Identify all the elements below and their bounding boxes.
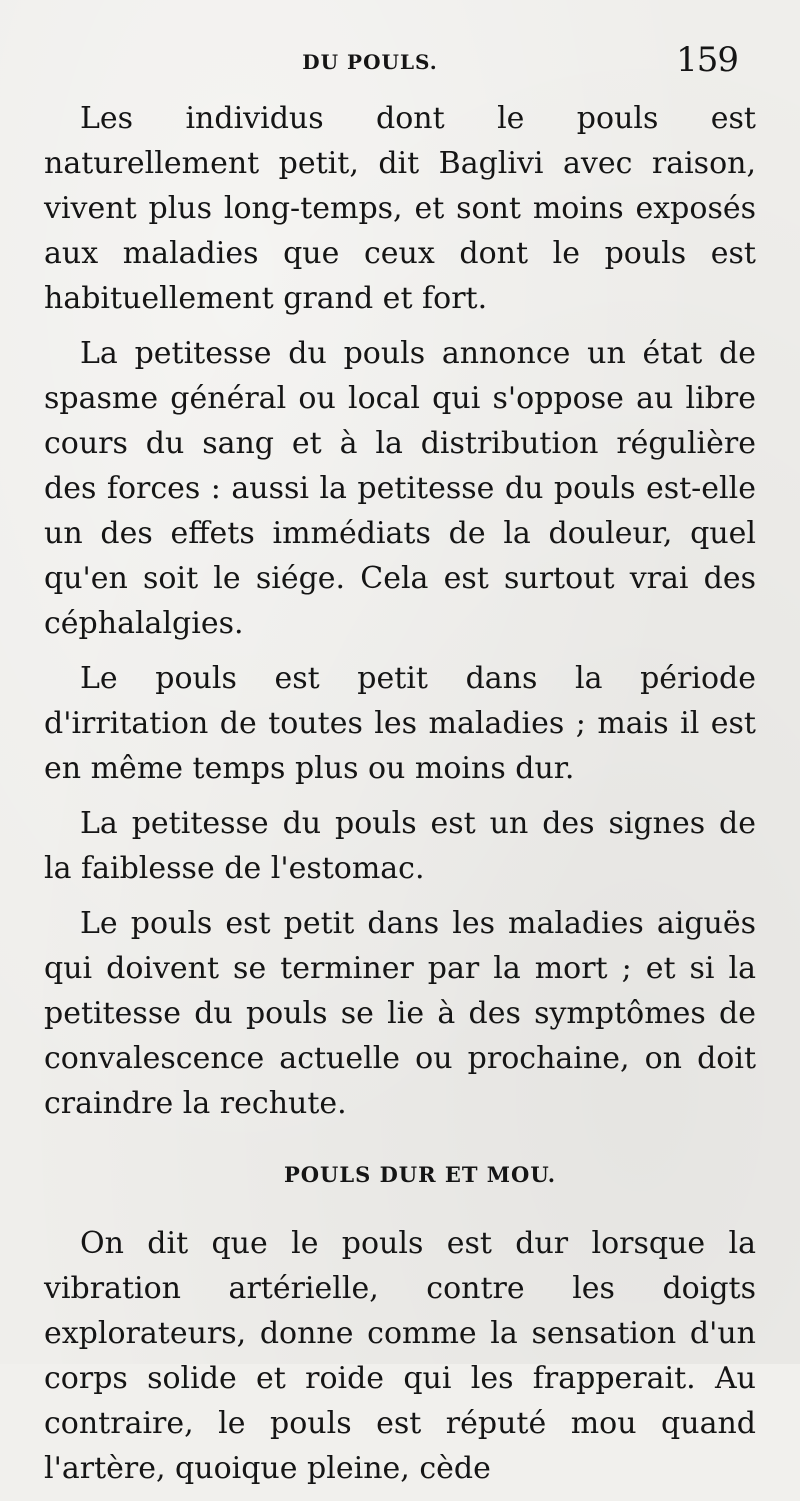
- paragraph-2: La petitesse du pouls annonce un état de spasme général ou local qui s'oppose au libre cours du sang et à la distribution régulière des forces : aussi la petitesse du pouls est-elle un des effets immédiats de la douleur, quel qu'en soit le siége. Cela est surtout vrai des céphalalgies.: [44, 336, 756, 641]
- body-text: [44, 96, 756, 1501]
- section-heading: POULS DUR ET MOU.: [283, 1162, 557, 1187]
- paragraph-4: La petitesse du pouls est un des signes de la faiblesse de l'estomac.: [44, 806, 756, 886]
- page-number: 159: [676, 40, 738, 80]
- section-paragraph: On dit que le pouls est dur lorsque la vibration artérielle, contre les doigts explorateurs, donne comme la sensation d'un corps solide et roide qui les frapperait. Au contraire, le pouls est réputé mou quand l'artère, quoique pleine, cède: [44, 1226, 756, 1486]
- paragraph-1: Les individus dont le pouls est naturellement petit, dit Baglivi avec raison, vivent plus long-temps, et sont moins exposés aux maladies que ceux dont le pouls est habituellement grand et fort.: [44, 101, 756, 316]
- running-head: [0, 40, 800, 84]
- paragraph-5: Le pouls est petit dans les maladies aiguës qui doivent se terminer par la mort ; et si la petitesse du pouls se lie à des symptômes de convalescence actuelle ou prochaine, on doit craindre la rechute.: [44, 906, 756, 1121]
- running-title: DU POULS.: [302, 50, 438, 74]
- paragraph-3: Le pouls est petit dans la période d'irritation de toutes les maladies ; mais il est en même temps plus ou moins dur.: [44, 661, 756, 786]
